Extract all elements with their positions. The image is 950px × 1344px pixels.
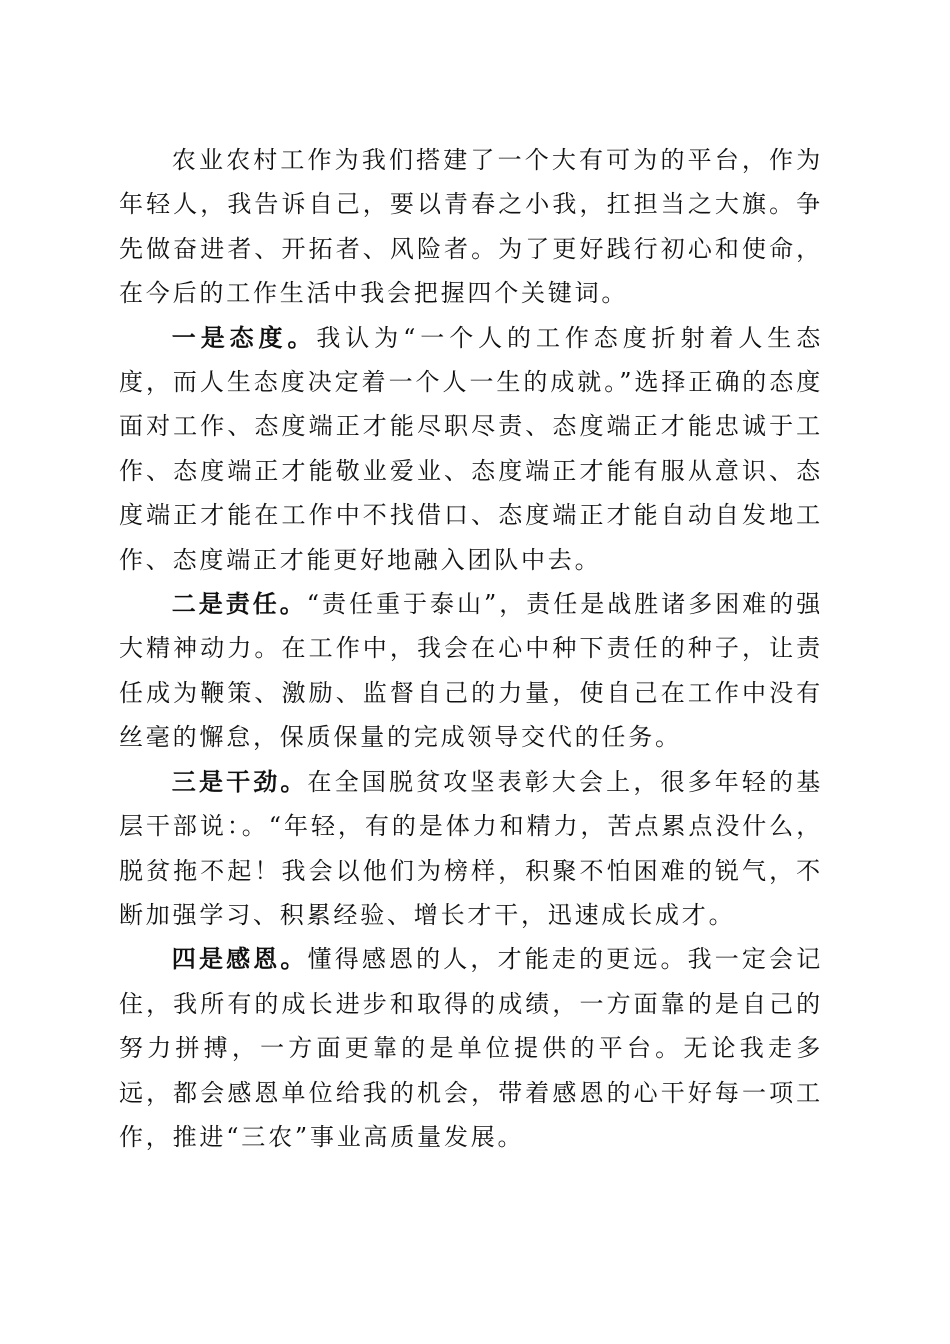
paragraph-lead: 四是感恩。 (171, 944, 308, 974)
paragraph-intro (119, 138, 823, 316)
paragraph-text: “责任重于泰山”，责任是战胜诸多困难的强大精神动力。在工作中，我会在心中种下责任的种子，让责任成为鞭策、激励、监督自己的力量，使自己在工作中没有丝毫的懈怠，保质保量的完成领导交代的任务。 (119, 590, 824, 752)
paragraph-lead: 一是态度。 (171, 322, 317, 352)
paragraph-drive (119, 760, 823, 938)
paragraph-responsibility (119, 582, 823, 760)
paragraph-attitude (119, 316, 823, 582)
document-body (119, 138, 823, 1159)
paragraph-lead: 三是干劲。 (171, 766, 308, 796)
paragraph-text: 在全国脱贫攻坚表彰大会上，很多年轻的基层干部说：。“年轻，有的是体力和精力，苦点累点没什么，脱贫拖不起！我会以他们为榜样，积聚不怕困难的锐气，不断加强学习、积累经验、增长才干，迅速成长成才。 (119, 767, 824, 929)
paragraph-gratitude (119, 937, 823, 1159)
paragraph-text: 农业农村工作为我们搭建了一个大有可为的平台，作为年轻人，我告诉自己，要以青春之小我，扛担当之大旗。争先做奋进者、开拓者、风险者。为了更好践行初心和使命，在今后的工作生活中我会把握四个关键词。 (119, 146, 823, 308)
paragraph-text: 懂得感恩的人，才能走的更远。我一定会记住，我所有的成长进步和取得的成绩，一方面靠的是自己的努力拼搏，一方面更靠的是单位提供的平台。无论我走多远，都会感恩单位给我的机会，带着感恩的心干好每一项工作，推进“三农”事业高质量发展。 (119, 945, 824, 1151)
paragraph-lead: 二是责任。 (171, 589, 307, 619)
paragraph-text: 我认为“一个人的工作态度折射着人生态度，而人生态度决定着一个人一生的成就。”选择正确的态度面对工作、态度端正才能尽职尽责、态度端正才能忠诚于工作、态度端正才能敬业爱业、态度端正才能有服从意识、态度端正才能在工作中不找借口、态度端正才能自动自发地工作、态度端正才能更好地融入团队中去。 (119, 323, 823, 574)
